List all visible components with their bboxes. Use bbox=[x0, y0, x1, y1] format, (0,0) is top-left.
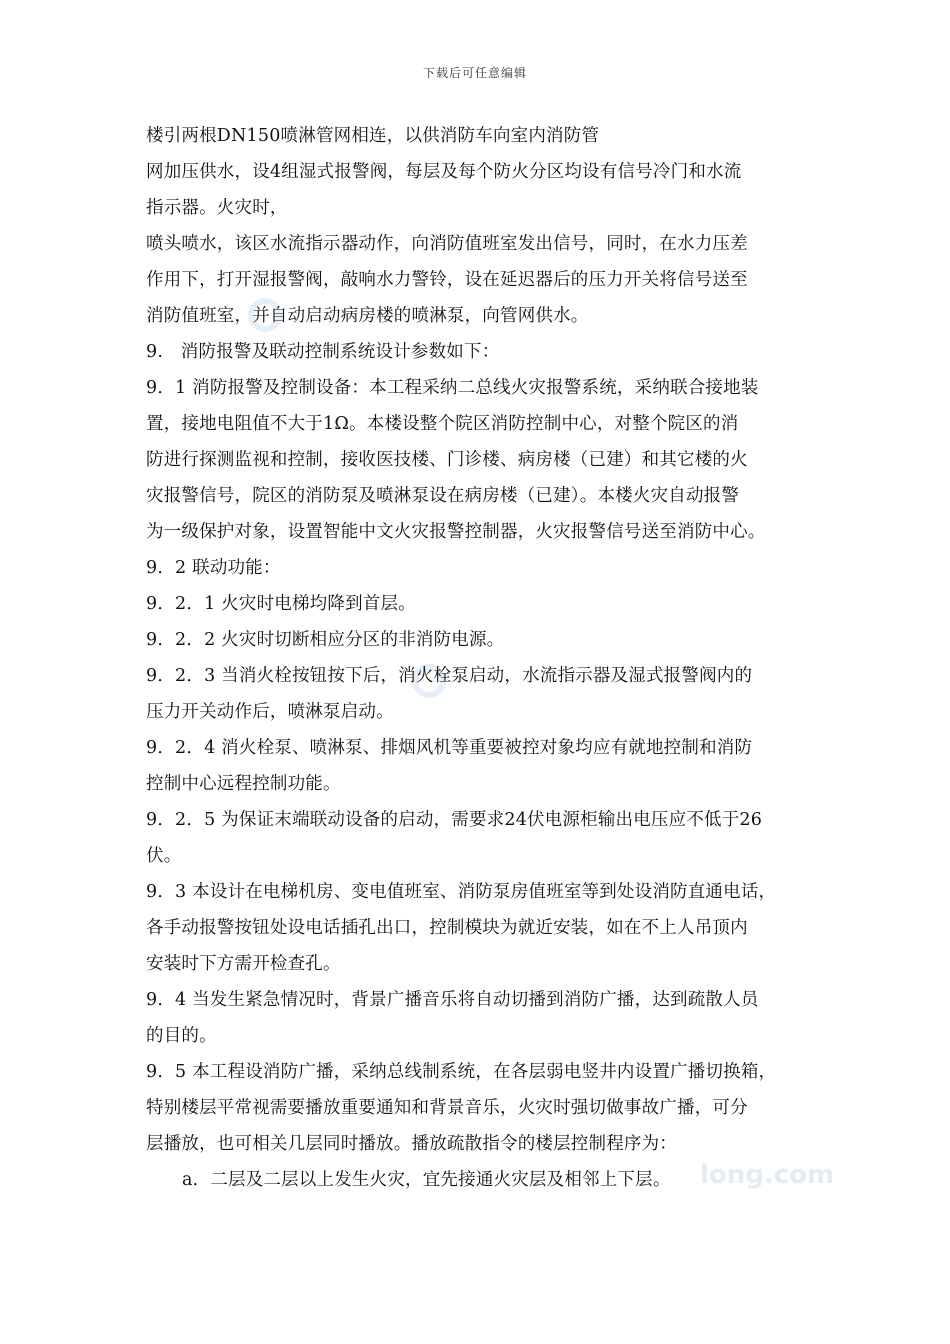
text-line: 置，接地电阻值不大于1Ω。本楼设整个院区消防控制中心，对整个院区的消 bbox=[146, 414, 739, 434]
text-line: 的目的。 bbox=[146, 1026, 217, 1046]
text-line: 9．2．2 火灾时切断相应分区的非消防电源。 bbox=[146, 630, 505, 650]
text-line: 9．2．5 为保证末端联动设备的启动，需要求24伏电源柜输出电压应不低于26 bbox=[146, 810, 763, 830]
text-line: 安装时下方需开检查孔。 bbox=[146, 954, 341, 974]
text-line: 9．2 联动功能： bbox=[146, 558, 281, 578]
text-line: 防进行探测监视和控制，接收医技楼、门诊楼、病房楼（已建）和其它楼的火 bbox=[146, 450, 748, 470]
text-line: 9．5 本工程设消防广播，采纳总线制系统，在各层弱电竖井内设置广播切换箱， bbox=[146, 1062, 777, 1082]
text-line: 各手动报警按钮处设电话插孔出口，控制模块为就近安装，如在不上人吊顶内 bbox=[146, 918, 748, 938]
page-header: 下载后可任意编辑 bbox=[422, 66, 527, 80]
text-line: 灾报警信号，院区的消防泵及喷淋泵设在病房楼（已建）。本楼火灾自动报警 bbox=[146, 486, 740, 506]
text-line: 层播放，也可相关几层同时播放。播放疏散指令的楼层控制程序为： bbox=[146, 1134, 677, 1154]
text-line: 喷头喷水，该区水流指示器动作，向消防值班室发出信号，同时，在水力压差 bbox=[146, 234, 748, 254]
text-line: 指示器。火灾时， bbox=[146, 198, 288, 218]
text-line: 控制中心远程控制功能。 bbox=[146, 774, 341, 794]
text-line: 9．2．4 消火栓泵、喷淋泵、排烟风机等重要被控对象均应有就地控制和消防 bbox=[146, 738, 753, 758]
document-body bbox=[146, 118, 826, 1198]
text-line: 为一级保护对象，设置智能中文火灾报警控制器，火灾报警信号送至消防中心。 bbox=[146, 522, 766, 542]
text-line: 作用下，打开湿报警阀，敲响水力警铃，设在延迟器后的压力开关将信号送至 bbox=[146, 270, 748, 290]
watermark-text: long.com bbox=[700, 1160, 835, 1190]
text-line: 9．3 本设计在电梯机房、变电值班室、消防泵房值班室等到处设消防直通电话， bbox=[146, 882, 777, 902]
text-line: 9．2．3 当消火栓按钮按下后，消火栓泵启动，水流指示器及湿式报警阀内的 bbox=[146, 666, 753, 686]
text-line: a．二层及二层以上发生火灾，宜先接通火灾层及相邻上下层。 bbox=[182, 1170, 671, 1190]
text-line: 9．2．1 火灾时电梯均降到首层。 bbox=[146, 594, 416, 614]
text-line: 9．1 消防报警及控制设备：本工程采纳二总线火灾报警系统，采纳联合接地装 bbox=[146, 378, 759, 398]
text-line: 消防值班室，并自动启动病房楼的喷淋泵，向管网供水。 bbox=[146, 306, 589, 326]
text-line: 压力开关动作后，喷淋泵启动。 bbox=[146, 702, 394, 722]
text-line: 特别楼层平常视需要播放重要通知和背景音乐，火灾时强切做事故广播，可分 bbox=[146, 1098, 748, 1118]
text-line: 网加压供水，设4组湿式报警阀，每层及每个防火分区均设有信号冷门和水流 bbox=[146, 162, 742, 182]
text-line: 9．4 当发生紧急情况时，背景广播音乐将自动切播到消防广播，达到疏散人员 bbox=[146, 990, 759, 1010]
text-line: 楼引两根DN150喷淋管网相连，以供消防车向室内消防管 bbox=[146, 126, 600, 146]
section-heading: 9. 消防报警及联动控制系统设计参数如下： bbox=[146, 342, 500, 362]
text-line: 伏。 bbox=[146, 846, 182, 866]
